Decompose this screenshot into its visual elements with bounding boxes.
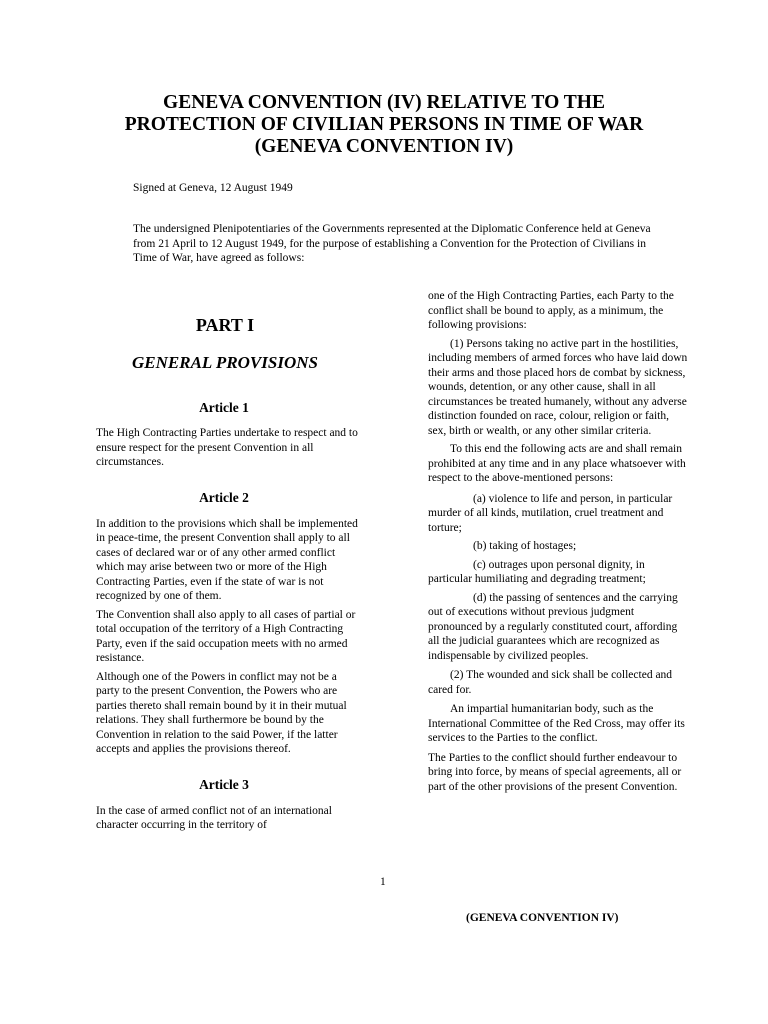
article-3-heading: Article 3 (199, 776, 249, 792)
article-3-subitem-c: (c) outrages upon personal dignity, in particular humiliating and degrading treatment; (428, 558, 646, 585)
article-1-heading: Article 1 (199, 400, 249, 415)
section-heading: GENERAL PROVISIONS (132, 353, 318, 372)
article-2-heading: Article 2 (199, 489, 249, 505)
article-3-item-1: (1) Persons taking no active part in the hostilities, including members of armed forces who have laid down their arms and those placed hors de combat by sickness, wounds, detention, or any other cause, shall in all circumstances be treated humanely, without any adverse distinction founded on race, colour, religion or faith, sex, birth or wealth, or any other similar criteria. (428, 337, 688, 437)
part-heading: PART I (195, 315, 255, 335)
article-3-paragraph-1-continued: one of the High Contracting Parties, each Party to the conflict shall be bound to apply, as a minimum, the following provisions: (428, 290, 674, 331)
article-3-subitem-b: (b) taking of hostages; (473, 540, 577, 552)
article-3-paragraph-1: In the case of armed conflict not of an international character occurring in the territory of (96, 804, 332, 831)
page-number: 1 (380, 876, 386, 888)
article-1-paragraph: The High Contracting Parties undertake to respect and to ensure respect for the present Convention in all circumstances. (96, 427, 358, 468)
article-3-subitem-d: (d) the passing of sentences and the carrying out of executions without previous judgment pronounced by a regularly constituted court, affording all the judicial guarantees which are recognized as indispensable by civilized peoples. (428, 591, 678, 662)
left-column (96, 300, 358, 833)
article-3-subitem-a: (a) violence to life and person, in particular murder of all kinds, mutilation, cruel treatment and torture; (428, 492, 673, 534)
preamble: The undersigned Plenipotentiaries of the Governments represented at the Diplomatic Conference held at Geneva from 21 April to 12 August 1949, for the purpose of establishing a Convention for the Protection of Civilians in Time of War, have agreed as follows: (133, 223, 651, 264)
article-2-paragraph-2: The Convention shall also apply to all cases of partial or total occupation of the territory of a High Contracting Party, even if the said occupation meets with no armed resistance. (96, 608, 356, 664)
article-3-paragraph-3: An impartial humanitarian body, such as the International Committee of the Red Cross, may offer its services to the Parties to the conflict. (428, 703, 685, 744)
article-3-paragraph-2: To this end the following acts are and shall remain prohibited at any time and in any place whatsoever with respect to the above-mentioned persons: (428, 443, 686, 484)
article-2-paragraph-1: In addition to the provisions which shall be implemented in peace-time, the present Convention shall apply to all cases of declared war or of any other armed conflict which may arise between two or more of the High Contracting Parties, even if the state of war is not recognized by one of them. (96, 517, 358, 602)
running-footer: (GENEVA CONVENTION IV) (466, 912, 619, 924)
right-column (428, 289, 690, 794)
article-2-paragraph-3: Although one of the Powers in conflict may not be a party to the present Convention, the Powers who are parties thereto shall remain bound by it in their mutual relations. They shall furthermore be bound by the Convention in relation to the said Power, if the latter accepts and applies the provisions thereof. (96, 670, 347, 755)
signing-statement: Signed at Geneva, 12 August 1949 (133, 182, 293, 194)
article-3-item-2: (2) The wounded and sick shall be collected and cared for. (428, 669, 673, 696)
article-3-paragraph-4: The Parties to the conflict should further endeavour to bring into force, by means of special agreements, all or part of the other provisions of the present Convention. (428, 751, 682, 793)
document-title: GENEVA CONVENTION (IV) RELATIVE TO THE PROTECTION OF CIVILIAN PERSONS IN TIME OF WAR (GENEVA CONVENTION IV) (124, 92, 644, 157)
